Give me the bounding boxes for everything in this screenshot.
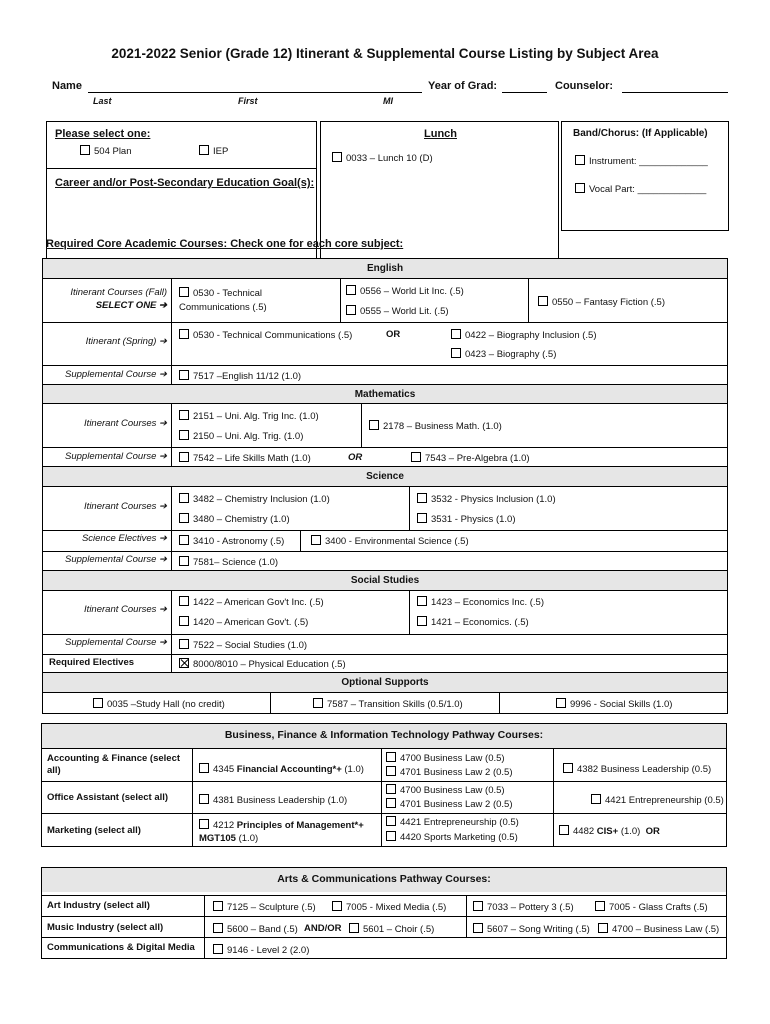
- page-title: 2021-2022 Senior (Grade 12) Itinerant & Supplemental Course Listing by Subject Area: [111, 46, 659, 61]
- row-line: [42, 916, 726, 917]
- science-supp-label: Supplemental Course ➔: [65, 554, 167, 565]
- checkbox-icon[interactable]: [179, 287, 189, 297]
- checkbox-icon[interactable]: [556, 698, 566, 708]
- business-4212[interactable]: 4212 Principles of Management*+: [199, 819, 364, 831]
- music-5600[interactable]: 5600 – Band (.5): [213, 923, 298, 935]
- checkbox-icon[interactable]: [346, 305, 356, 315]
- checkbox-icon[interactable]: [332, 901, 342, 911]
- math-7542[interactable]: 7542 – Life Skills Math (1.0): [179, 452, 311, 464]
- math-or: OR: [348, 452, 363, 463]
- row-line: [43, 447, 727, 448]
- checkbox-icon[interactable]: [213, 944, 223, 954]
- row-line: [42, 937, 726, 938]
- art-7125[interactable]: 7125 – Sculpture (.5): [213, 901, 316, 913]
- accounting-label: Accounting & Finance (select all): [47, 753, 181, 776]
- checkbox-icon[interactable]: [213, 901, 223, 911]
- business-4345[interactable]: 4345 Financial Accounting*+ (1.0): [199, 763, 364, 775]
- english-fall-0530[interactable]: 0530 - Technical: [179, 287, 262, 299]
- science-3480[interactable]: 3480 – Chemistry (1.0): [179, 513, 290, 525]
- art-7005-glass[interactable]: 7005 - Glass Crafts (.5): [595, 901, 708, 913]
- checkbox-icon[interactable]: [386, 798, 396, 808]
- divider: [528, 279, 529, 323]
- lunch-heading: Lunch: [424, 128, 457, 140]
- english-spring-0530[interactable]: 0530 - Technical Communications (.5): [179, 329, 352, 341]
- row-line: [43, 634, 727, 635]
- music-5601[interactable]: 5601 – Choir (.5): [349, 923, 434, 935]
- please-select-heading: Please select one:: [55, 128, 151, 140]
- checkbox-icon[interactable]: [93, 698, 103, 708]
- year-of-grad-field[interactable]: [502, 92, 547, 93]
- comm-media-label: Communications & Digital Media: [47, 942, 195, 953]
- checkbox-icon[interactable]: [179, 410, 189, 420]
- checkbox-icon[interactable]: [473, 901, 483, 911]
- divider: [270, 693, 271, 714]
- row-line: [43, 654, 727, 655]
- checkbox-icon[interactable]: [559, 825, 569, 835]
- english-fall-0556[interactable]: 0556 – World Lit Inc. (.5): [346, 285, 464, 297]
- checkbox-icon[interactable]: [575, 183, 585, 193]
- optional-0035[interactable]: 0035 –Study Hall (no credit): [93, 698, 225, 710]
- divider: [409, 591, 410, 634]
- row-line: [43, 551, 727, 552]
- science-3482[interactable]: 3482 – Chemistry Inclusion (1.0): [179, 493, 330, 505]
- year-of-grad-label: Year of Grad:: [428, 80, 498, 92]
- divider: [409, 487, 410, 530]
- checkbox-icon[interactable]: [179, 430, 189, 440]
- checkbox-icon[interactable]: [311, 535, 321, 545]
- science-header: Science: [42, 466, 728, 487]
- checkbox-icon[interactable]: [179, 616, 189, 626]
- mi-label: MI: [383, 96, 393, 106]
- checkbox-icon[interactable]: [369, 420, 379, 430]
- lunch-option[interactable]: 0033 – Lunch 10 (D): [332, 152, 433, 164]
- music-4700[interactable]: 4700 – Business Law (.5): [598, 923, 719, 935]
- divider: [499, 693, 500, 714]
- divider: [361, 404, 362, 447]
- checkbox-icon[interactable]: [473, 923, 483, 933]
- checkbox-icon[interactable]: [386, 766, 396, 776]
- business-header: Business, Finance & Information Technology Pathway Courses:: [42, 724, 726, 748]
- checkbox-icon[interactable]: [179, 493, 189, 503]
- checkbox-icon[interactable]: [386, 831, 396, 841]
- social-1421[interactable]: 1421 – Economics. (.5): [417, 616, 529, 628]
- checkbox-icon[interactable]: [451, 329, 461, 339]
- social-itinerant-label: Itinerant Courses ➔: [84, 604, 167, 615]
- business-off-4701[interactable]: 4701 Business Law 2 (0.5): [386, 798, 512, 810]
- comm-9146[interactable]: 9146 - Level 2 (2.0): [213, 944, 309, 956]
- checkbox-icon[interactable]: [346, 285, 356, 295]
- social-1420[interactable]: 1420 – American Gov't. (.5): [179, 616, 308, 628]
- music-5607[interactable]: 5607 – Song Writing (.5): [473, 923, 590, 935]
- checkbox-icon[interactable]: [313, 698, 323, 708]
- divider: [192, 748, 193, 846]
- checkbox-icon[interactable]: [199, 794, 209, 804]
- english-fall-label: Itinerant Courses (Fall): [70, 287, 167, 298]
- social-1422[interactable]: 1422 – American Gov't Inc. (.5): [179, 596, 324, 608]
- career-heading: Career and/or Post-Secondary Education Goal(s):: [55, 177, 315, 189]
- checkbox-icon[interactable]: [417, 513, 427, 523]
- checkbox-icon[interactable]: [179, 329, 189, 339]
- required-electives-label: Required Electives: [49, 657, 135, 668]
- science-3532[interactable]: 3532 - Physics Inclusion (1.0): [417, 493, 556, 505]
- vocal-option[interactable]: Vocal Part: _____________: [575, 183, 706, 195]
- checkbox-icon[interactable]: [538, 296, 548, 306]
- business-acc-4700[interactable]: 4700 Business Law (0.5): [386, 752, 505, 764]
- checkbox-icon[interactable]: [595, 901, 605, 911]
- math-supp-label: Supplemental Course ➔: [65, 451, 167, 462]
- option-504[interactable]: 504 Plan: [80, 145, 132, 157]
- last-label: Last: [93, 96, 112, 106]
- english-select-one: SELECT ONE ➔: [95, 300, 167, 311]
- checkbox-icon[interactable]: [575, 155, 585, 165]
- business-4382[interactable]: 4382 Business Leadership (0.5): [563, 763, 711, 775]
- business-4421[interactable]: 4421 Entrepreneurship (0.5): [591, 794, 724, 806]
- mgt105-credit: (1.0): [238, 833, 259, 844]
- music-industry-label: Music Industry (select all): [47, 922, 164, 933]
- mgt105-label: MGT105: [199, 833, 236, 844]
- english-fall-0555[interactable]: 0555 – World Lit. (.5): [346, 305, 449, 317]
- checkbox-icon[interactable]: [386, 784, 396, 794]
- checkbox-icon[interactable]: [179, 535, 189, 545]
- checked-box-icon[interactable]: [179, 658, 189, 668]
- english-fall-0550[interactable]: 0550 – Fantasy Fiction (.5): [538, 296, 665, 308]
- name-label: Name: [52, 80, 82, 92]
- checkbox-icon[interactable]: [179, 639, 189, 649]
- math-header: Mathematics: [42, 384, 728, 404]
- checkbox-icon[interactable]: [417, 596, 427, 606]
- art-7005-mixed[interactable]: 7005 - Mixed Media (.5): [332, 901, 446, 913]
- divider: [300, 530, 301, 551]
- name-field[interactable]: [88, 92, 422, 93]
- divider: [381, 748, 382, 846]
- checkbox-icon[interactable]: [411, 452, 421, 462]
- science-7581[interactable]: 7581– Science (1.0): [179, 556, 278, 568]
- checkbox-icon[interactable]: [213, 923, 223, 933]
- business-4482[interactable]: 4482 CIS+ (1.0) OR: [559, 825, 660, 837]
- english-or: OR: [386, 329, 401, 340]
- checkbox-icon[interactable]: [563, 763, 573, 773]
- math-7543[interactable]: 7543 – Pre-Algebra (1.0): [411, 452, 530, 464]
- office-label: Office Assistant (select all): [47, 792, 169, 803]
- checkbox-icon[interactable]: [451, 348, 461, 358]
- business-mkt-4420[interactable]: 4420 Sports Marketing (0.5): [386, 831, 518, 843]
- checkbox-icon[interactable]: [179, 556, 189, 566]
- checkbox-icon[interactable]: [417, 493, 427, 503]
- row-line: [42, 748, 726, 749]
- row-line: [43, 365, 727, 366]
- math-2178[interactable]: 2178 – Business Math. (1.0): [369, 420, 502, 432]
- english-spring-label: Itinerant (Spring) ➔: [85, 336, 167, 347]
- option-iep[interactable]: IEP: [199, 145, 228, 157]
- checkbox-icon[interactable]: [199, 763, 209, 773]
- english-fall-0530-cont: Communications (.5): [179, 302, 267, 313]
- arts-header: Arts & Communications Pathway Courses:: [42, 868, 726, 892]
- required-core-heading: Required Core Academic Courses: Check one for each core subject:: [46, 238, 404, 250]
- music-andor: AND/OR: [304, 923, 342, 934]
- optional-9996[interactable]: 9996 - Social Skills (1.0): [556, 698, 672, 710]
- row-line: [42, 781, 726, 782]
- instrument-option[interactable]: Instrument: _____________: [575, 155, 708, 167]
- divider: [204, 895, 205, 958]
- business-mkt-4421[interactable]: 4421 Entrepreneurship (0.5): [386, 816, 519, 828]
- business-table: [41, 723, 727, 847]
- art-7033[interactable]: 7033 – Pottery 3 (.5): [473, 901, 574, 913]
- checkbox-icon[interactable]: [179, 370, 189, 380]
- checkbox-icon[interactable]: [199, 819, 209, 829]
- pe-8000[interactable]: 8000/8010 – Physical Education (.5): [179, 658, 346, 670]
- checkbox-icon[interactable]: [199, 145, 209, 155]
- english-header: English: [42, 258, 728, 279]
- social-1423[interactable]: 1423 – Economics Inc. (.5): [417, 596, 544, 608]
- checkbox-icon[interactable]: [349, 923, 359, 933]
- business-4381[interactable]: 4381 Business Leadership (1.0): [199, 794, 347, 806]
- row-line: [42, 813, 726, 814]
- core-table: [42, 258, 728, 714]
- checkbox-icon[interactable]: [179, 513, 189, 523]
- science-3531[interactable]: 3531 - Physics (1.0): [417, 513, 515, 525]
- checkbox-icon[interactable]: [179, 452, 189, 462]
- english-spring-0423[interactable]: 0423 – Biography (.5): [451, 348, 556, 360]
- counselor-field[interactable]: [622, 92, 728, 93]
- arts-table: [41, 867, 727, 959]
- social-supp-label: Supplemental Course ➔: [65, 637, 167, 648]
- checkbox-icon[interactable]: [591, 794, 601, 804]
- row-line: [43, 530, 727, 531]
- optional-7587[interactable]: 7587 – Transition Skills (0.5/1.0): [313, 698, 463, 710]
- checkbox-icon[interactable]: [386, 816, 396, 826]
- business-off-4700[interactable]: 4700 Business Law (0.5): [386, 784, 505, 796]
- business-acc-4701[interactable]: 4701 Business Law 2 (0.5): [386, 766, 512, 778]
- english-supp-7517[interactable]: 7517 –English 11/12 (1.0): [179, 370, 301, 382]
- checkbox-icon[interactable]: [80, 145, 90, 155]
- social-7522[interactable]: 7522 – Social Studies (1.0): [179, 639, 307, 651]
- checkbox-icon[interactable]: [332, 152, 342, 162]
- divider: [340, 279, 341, 323]
- first-label: First: [238, 96, 258, 106]
- checkbox-icon[interactable]: [179, 596, 189, 606]
- checkbox-icon[interactable]: [417, 616, 427, 626]
- marketing-label: Marketing (select all): [47, 825, 141, 836]
- math-2150[interactable]: 2150 – Uni. Alg. Trig. (1.0): [179, 430, 303, 442]
- counselor-label: Counselor:: [555, 80, 614, 92]
- art-industry-label: Art Industry (select all): [47, 900, 150, 911]
- checkbox-icon[interactable]: [386, 752, 396, 762]
- science-3400[interactable]: 3400 - Environmental Science (.5): [311, 535, 469, 547]
- divider: [553, 748, 554, 846]
- english-supp-label: Supplemental Course ➔: [65, 369, 167, 380]
- row-line: [43, 322, 727, 323]
- social-header: Social Studies: [42, 570, 728, 591]
- science-3410[interactable]: 3410 - Astronomy (.5): [179, 535, 284, 547]
- checkbox-icon[interactable]: [598, 923, 608, 933]
- row-line: [42, 895, 726, 896]
- band-heading: Band/Chorus: (If Applicable): [573, 128, 708, 139]
- math-itinerant-label: Itinerant Courses ➔: [84, 418, 167, 429]
- science-electives-label: Science Electives ➔: [81, 533, 167, 544]
- english-spring-0422[interactable]: 0422 – Biography Inclusion (.5): [451, 329, 597, 341]
- math-2151[interactable]: 2151 – Uni. Alg. Trig Inc. (1.0): [179, 410, 319, 422]
- science-itinerant-label: Itinerant Courses ➔: [84, 501, 167, 512]
- optional-header: Optional Supports: [42, 672, 728, 693]
